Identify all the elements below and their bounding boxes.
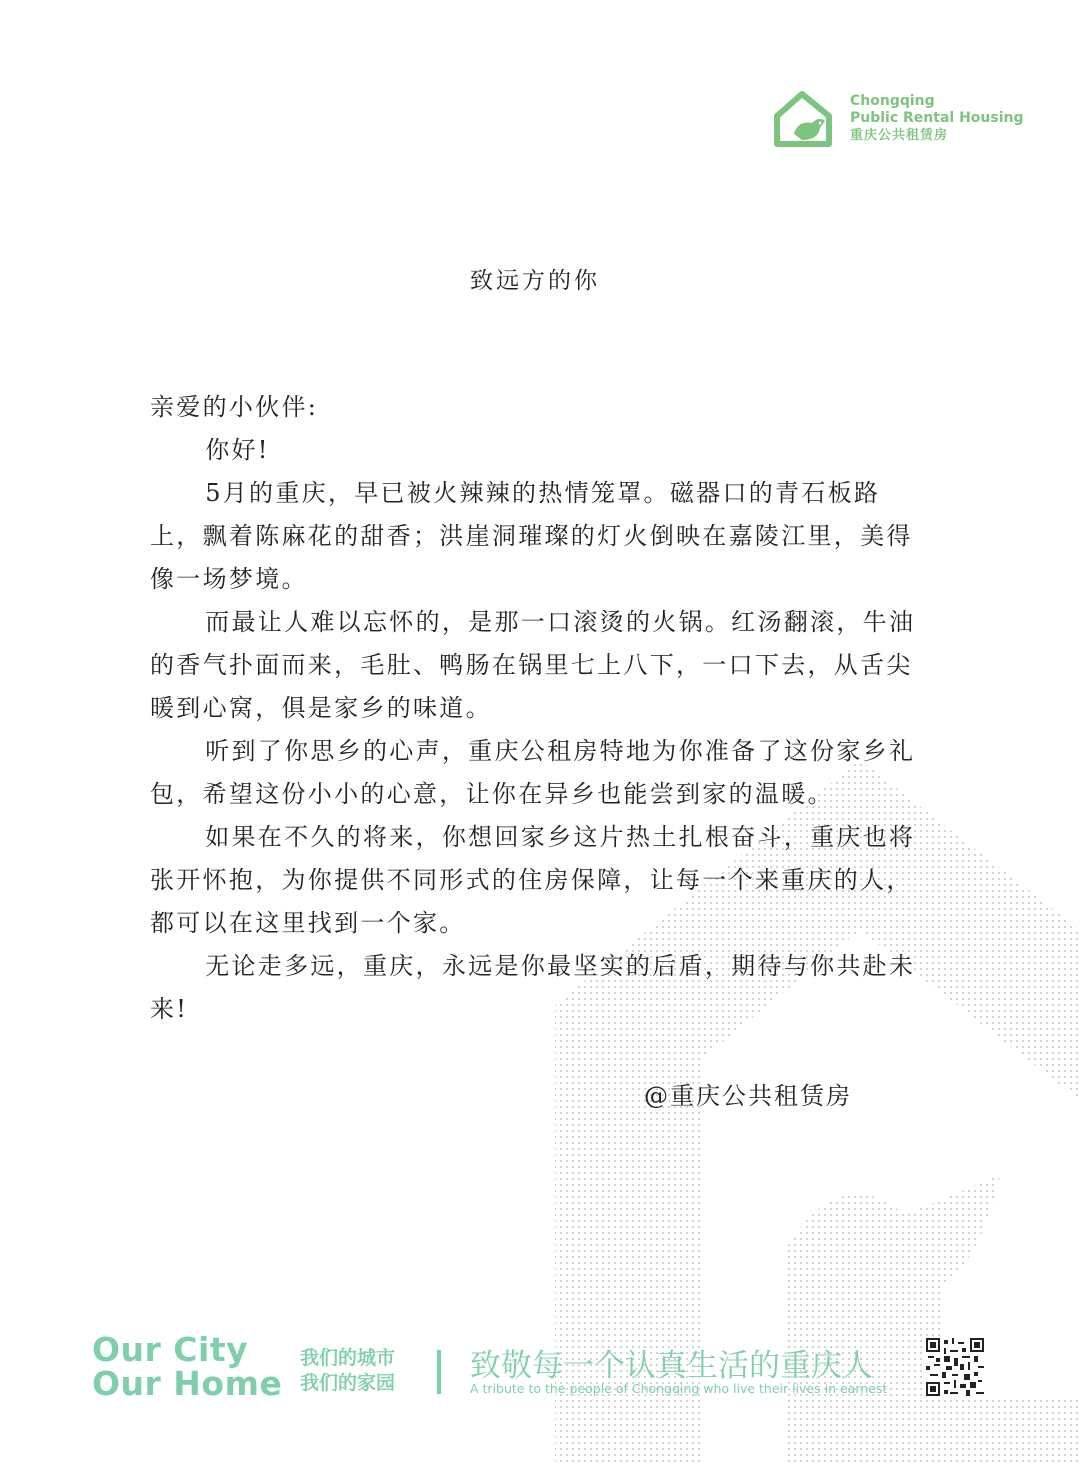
logo-line-public-rental-housing: Public Rental Housing — [850, 110, 1024, 126]
logo-line-chongqing: Chongqing — [850, 93, 935, 109]
footer-divider — [437, 1350, 441, 1394]
footer-our-city: Our City — [92, 1330, 249, 1369]
letter-salutation: 亲爱的小伙伴: — [150, 393, 319, 421]
letter-paragraph: 如果在不久的将来，你想回家乡这片热土扎根奋斗，重庆也将张开怀抱，为你提供不同形式的住房保障，让每一个来重庆的人，都可以在这里找到一个家。 — [150, 823, 916, 937]
footer-our-home: Our Home — [92, 1364, 283, 1403]
footer-slogan-english: A tribute to the people of Chongqing who live their lives in earnest — [470, 1381, 888, 1396]
footer-slogan: 致敬每一个认真生活的重庆人 — [470, 1348, 873, 1384]
letter-paragraph: 听到了你思乡的心声，重庆公租房特地为你准备了这份家乡礼包，希望这份小小的心意，让你在异乡也能尝到家的温暖。 — [150, 737, 916, 808]
footer-our-city-our-home — [92, 1330, 283, 1403]
letter-body — [150, 386, 930, 1031]
letter-signature: @重庆公共租赁房 — [644, 1082, 852, 1110]
qr-code-icon[interactable] — [926, 1338, 984, 1396]
letter-paragraph: 5月的重庆，早已被火辣辣的热情笼罩。磁器口的青石板路上，飘着陈麻花的甜香；洪崖洞璀璨的灯火倒映在嘉陵江里，美得像一场梦境。 — [150, 479, 913, 593]
letter-paragraph: 而最让人难以忘怀的，是那一口滚烫的火锅。红汤翻滚，牛油的香气扑面而来，毛肚、鸭肠在锅里七上八下，一口下去，从舌尖暖到心窝，俱是家乡的味道。 — [150, 608, 916, 722]
letter-paragraph: 无论走多远，重庆，永远是你最坚实的后盾，期待与你共赴未来! — [150, 952, 916, 1023]
chongqing-public-rental-housing-logo — [772, 90, 1022, 150]
logo-line-chinese: 重庆公共租赁房 — [850, 128, 949, 143]
footer-chinese-tagline — [300, 1346, 395, 1396]
footer-cn-line2: 我们的家园 — [300, 1372, 396, 1394]
letter-title: 致远方的你 — [470, 268, 600, 294]
house-bird-icon — [772, 90, 838, 148]
letter-paragraph: 你好! — [205, 436, 270, 464]
footer-cn-line1: 我们的城市 — [300, 1347, 396, 1369]
